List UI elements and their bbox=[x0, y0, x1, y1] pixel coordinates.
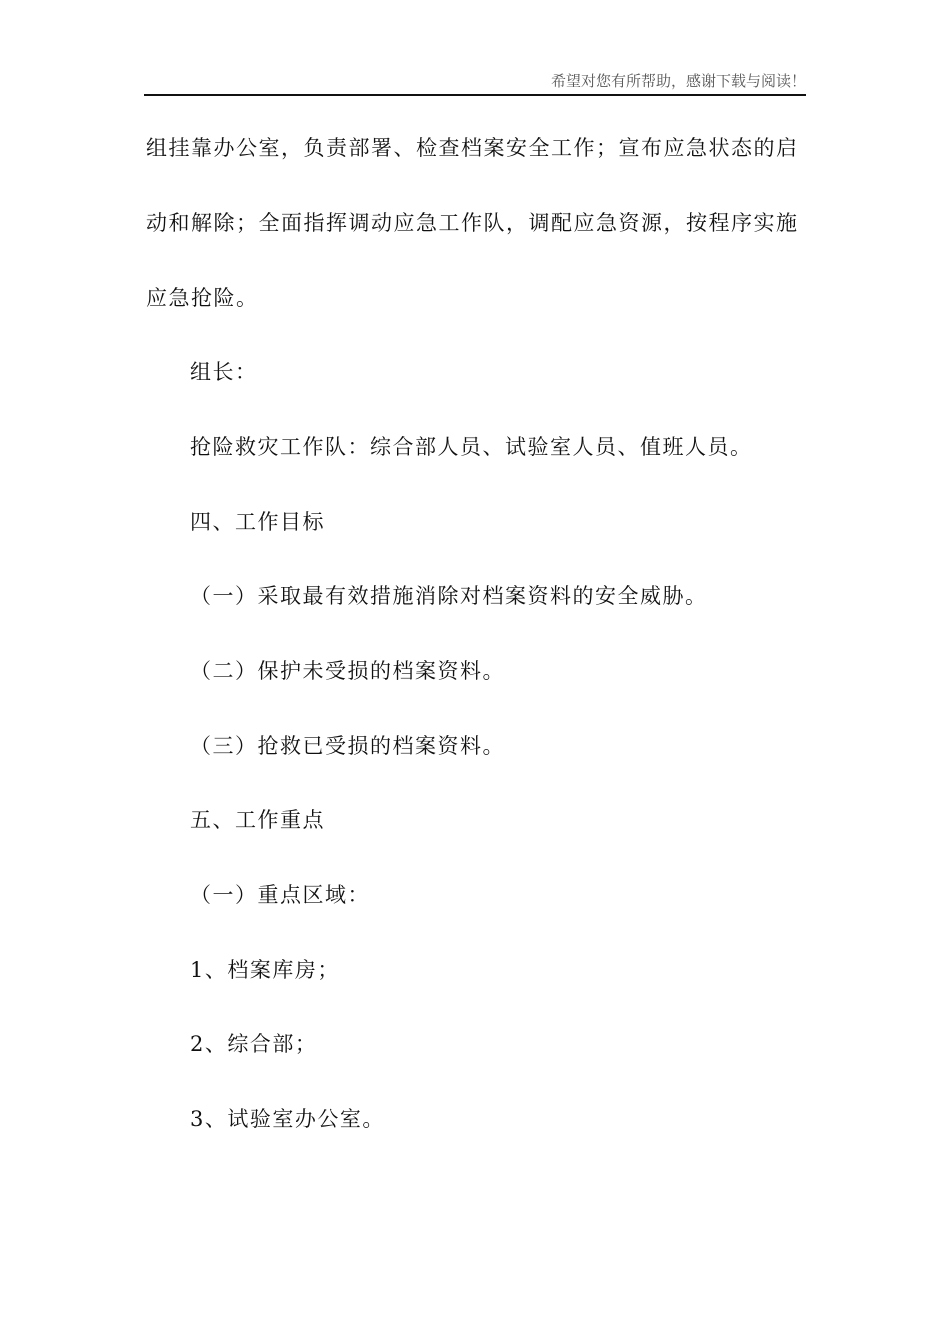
section-heading: 四、工作目标 bbox=[190, 510, 325, 534]
rescue-team-line: 抢险救灾工作队：综合部人员、试验室人员、值班人员。 bbox=[190, 435, 753, 459]
list-item: 1、档案库房； bbox=[190, 958, 340, 982]
header-note: 希望对您有所帮助，感谢下载与阅读！ bbox=[550, 72, 806, 90]
paragraph-line: 动和解除；全面指挥调动应急工作队，调配应急资源，按程序实施 bbox=[146, 211, 799, 235]
list-item: 2、综合部； bbox=[190, 1032, 318, 1056]
group-leader-line: 组长： bbox=[190, 360, 258, 384]
list-item: 3、试验室办公室。 bbox=[190, 1107, 385, 1131]
paragraph-line: 应急抢险。 bbox=[146, 286, 259, 310]
subsection-heading: （一）重点区域： bbox=[190, 883, 370, 907]
list-item: （三）抢救已受损的档案资料。 bbox=[190, 734, 505, 758]
list-item: （二）保护未受损的档案资料。 bbox=[190, 659, 505, 683]
list-item: （一）采取最有效措施消除对档案资料的安全威胁。 bbox=[190, 584, 708, 608]
paragraph-line: 组挂靠办公室，负责部署、检查档案安全工作；宣布应急状态的启 bbox=[146, 136, 799, 160]
section-heading: 五、工作重点 bbox=[190, 808, 325, 832]
header-rule bbox=[144, 94, 806, 96]
